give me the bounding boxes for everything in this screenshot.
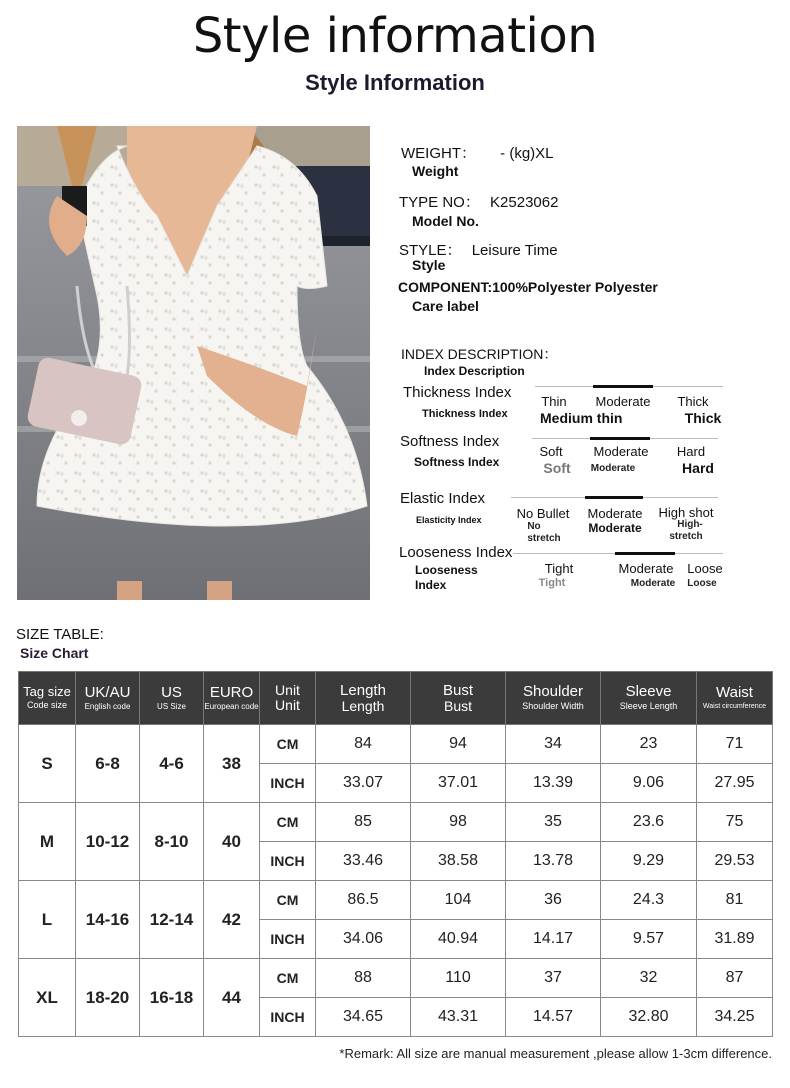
inch-value-cell: 38.58 bbox=[411, 842, 506, 881]
header-length-sub: Length bbox=[341, 697, 385, 714]
header-tag-size-main: Tag size bbox=[23, 684, 71, 700]
cm-value-cell: 81 bbox=[697, 881, 773, 920]
thickness-selected-segment bbox=[593, 385, 653, 388]
euro-cell: 44 bbox=[204, 959, 260, 1037]
elastic-sub-stretch-2: stretch bbox=[669, 531, 703, 542]
table-row bbox=[19, 881, 773, 920]
inch-value-cell: 33.46 bbox=[316, 842, 411, 881]
thickness-title: Thickness Index bbox=[403, 384, 512, 401]
looseness-opt-moderate: Moderate bbox=[618, 561, 674, 576]
unit-cm-cell: CM bbox=[260, 881, 316, 920]
softness-opt-hard: Hard bbox=[676, 444, 706, 459]
index-subtitle: Index Description bbox=[424, 364, 525, 378]
page-title: Style information bbox=[192, 8, 598, 64]
elastic-opt-high-shot: High shot bbox=[658, 505, 714, 520]
looseness-sub-tight: Tight bbox=[538, 577, 566, 589]
cm-value-cell: 34 bbox=[506, 725, 601, 764]
looseness-sub: Looseness bbox=[415, 563, 478, 577]
looseness-sub-loose: Loose bbox=[687, 578, 717, 589]
elastic-sub-moderate: Moderate bbox=[588, 521, 642, 535]
us-cell: 8-10 bbox=[140, 803, 204, 881]
thickness-opt-moderate: Moderate bbox=[595, 394, 651, 409]
weight-row bbox=[401, 142, 554, 163]
size-table-sub: Size Chart bbox=[20, 645, 89, 661]
header-bust-main: Bust bbox=[442, 681, 473, 699]
thickness-val-medium-thin: Medium thin bbox=[540, 410, 623, 426]
header-waist-sub: Waist circumference bbox=[702, 703, 767, 711]
uk-cell: 6-8 bbox=[76, 725, 140, 803]
header-us bbox=[140, 672, 204, 725]
looseness-sub-2: Index bbox=[415, 578, 447, 592]
unit-inch-cell: INCH bbox=[260, 764, 316, 803]
header-sleeve bbox=[601, 672, 697, 725]
type-label: TYPE NO： bbox=[399, 194, 480, 211]
cm-value-cell: 24.3 bbox=[601, 881, 697, 920]
size-chart-body bbox=[19, 725, 773, 1037]
header-waist-main: Waist bbox=[716, 684, 753, 702]
softness-selected-segment bbox=[590, 437, 650, 440]
header-uk-sub: English code bbox=[84, 701, 131, 711]
elastic-sub-stretch: stretch bbox=[527, 533, 561, 544]
inch-value-cell: 37.01 bbox=[411, 764, 506, 803]
inch-value-cell: 34.25 bbox=[697, 998, 773, 1037]
header-length-main: Length bbox=[340, 681, 386, 699]
header-shoulder bbox=[506, 672, 601, 725]
softness-sub-hard: Hard bbox=[682, 460, 714, 476]
inch-value-cell: 9.29 bbox=[601, 842, 697, 881]
weight-value: - (kg)XL bbox=[500, 145, 554, 162]
elastic-title: Elastic Index bbox=[400, 490, 486, 507]
type-row bbox=[399, 191, 558, 212]
style-value: Leisure Time bbox=[471, 242, 558, 259]
elastic-sub: Elasticity Index bbox=[416, 515, 482, 525]
uk-cell: 10-12 bbox=[76, 803, 140, 881]
table-row bbox=[19, 959, 773, 998]
cm-value-cell: 71 bbox=[697, 725, 773, 764]
inch-value-cell: 29.53 bbox=[697, 842, 773, 881]
inch-value-cell: 33.07 bbox=[316, 764, 411, 803]
header-tag-size bbox=[19, 672, 76, 725]
header-waist bbox=[697, 672, 773, 725]
looseness-selected-segment bbox=[615, 552, 675, 555]
thickness-sub: Thickness Index bbox=[422, 408, 508, 420]
unit-cm-cell: CM bbox=[260, 803, 316, 842]
component-sub: Care label bbox=[412, 298, 479, 314]
style-sub: Style bbox=[412, 257, 446, 273]
softness-sub: Softness Index bbox=[414, 455, 500, 469]
inch-value-cell: 34.65 bbox=[316, 998, 411, 1037]
table-row bbox=[19, 725, 773, 764]
header-tag-size-sub: Code size bbox=[26, 700, 68, 711]
header-length bbox=[316, 672, 411, 725]
header-bust-sub: Bust bbox=[443, 697, 472, 714]
header-unit-sub: Unit bbox=[275, 697, 300, 713]
size-cell: L bbox=[19, 881, 76, 959]
softness-sub-moderate: Moderate bbox=[590, 463, 636, 474]
elastic-selected-segment bbox=[585, 496, 643, 499]
component-text: COMPONENT:100%Polyester Polyester bbox=[398, 279, 658, 295]
header-unit bbox=[260, 672, 316, 725]
euro-cell: 42 bbox=[204, 881, 260, 959]
inch-value-cell: 43.31 bbox=[411, 998, 506, 1037]
cm-value-cell: 75 bbox=[697, 803, 773, 842]
header-us-sub: US Size bbox=[157, 701, 186, 711]
unit-inch-cell: INCH bbox=[260, 920, 316, 959]
uk-cell: 18-20 bbox=[76, 959, 140, 1037]
softness-opt-moderate: Moderate bbox=[593, 444, 649, 459]
cm-value-cell: 84 bbox=[316, 725, 411, 764]
inch-value-cell: 9.57 bbox=[601, 920, 697, 959]
looseness-opt-tight: Tight bbox=[544, 561, 574, 576]
thickness-opt-thick: Thick bbox=[677, 394, 709, 409]
inch-value-cell: 14.57 bbox=[506, 998, 601, 1037]
type-value: K2523062 bbox=[490, 194, 559, 211]
inch-value-cell: 32.80 bbox=[601, 998, 697, 1037]
cm-value-cell: 37 bbox=[506, 959, 601, 998]
cm-value-cell: 110 bbox=[411, 959, 506, 998]
elastic-sub-high: High- bbox=[677, 519, 703, 530]
cm-value-cell: 88 bbox=[316, 959, 411, 998]
unit-inch-cell: INCH bbox=[260, 842, 316, 881]
inch-value-cell: 13.78 bbox=[506, 842, 601, 881]
index-title: INDEX DESCRIPTION： bbox=[401, 346, 558, 362]
us-cell: 4-6 bbox=[140, 725, 204, 803]
euro-cell: 40 bbox=[204, 803, 260, 881]
cm-value-cell: 36 bbox=[506, 881, 601, 920]
table-row bbox=[19, 803, 773, 842]
size-cell: S bbox=[19, 725, 76, 803]
inch-value-cell: 13.39 bbox=[506, 764, 601, 803]
inch-value-cell: 31.89 bbox=[697, 920, 773, 959]
header-euro-sub: European code bbox=[204, 701, 259, 711]
size-table-label: SIZE TABLE: bbox=[16, 626, 104, 643]
unit-cm-cell: CM bbox=[260, 725, 316, 764]
size-cell: XL bbox=[19, 959, 76, 1037]
size-cell: M bbox=[19, 803, 76, 881]
euro-cell: 38 bbox=[204, 725, 260, 803]
cm-value-cell: 94 bbox=[411, 725, 506, 764]
header-euro-main: EURO bbox=[209, 683, 254, 701]
weight-sub: Weight bbox=[412, 163, 459, 179]
thickness-val-thick: Thick bbox=[684, 410, 722, 426]
type-sub: Model No. bbox=[412, 213, 479, 229]
size-chart-table bbox=[18, 671, 773, 1037]
inch-value-cell: 34.06 bbox=[316, 920, 411, 959]
weight-label: WEIGHT： bbox=[401, 145, 476, 162]
uk-cell: 14-16 bbox=[76, 881, 140, 959]
softness-opt-soft: Soft bbox=[539, 444, 563, 459]
looseness-opt-loose: Loose bbox=[687, 561, 723, 576]
dress-photo-illustration bbox=[17, 126, 370, 600]
remark-note: *Remark: All size are manual measurement ,please allow 1-3cm difference. bbox=[339, 1046, 772, 1061]
cm-value-cell: 104 bbox=[411, 881, 506, 920]
page-subtitle: Style Information bbox=[305, 70, 485, 95]
cm-value-cell: 23.6 bbox=[601, 803, 697, 842]
unit-cm-cell: CM bbox=[260, 959, 316, 998]
header-unit-main: Unit bbox=[275, 682, 300, 699]
header-uk bbox=[76, 672, 140, 725]
looseness-sub-moderate: Moderate bbox=[630, 578, 676, 589]
header-euro bbox=[204, 672, 260, 725]
unit-inch-cell: INCH bbox=[260, 998, 316, 1037]
inch-value-cell: 27.95 bbox=[697, 764, 773, 803]
softness-title: Softness Index bbox=[400, 433, 500, 450]
cm-value-cell: 98 bbox=[411, 803, 506, 842]
elastic-sub-no: No bbox=[527, 521, 541, 532]
inch-value-cell: 14.17 bbox=[506, 920, 601, 959]
header-sleeve-sub: Sleeve Length bbox=[619, 701, 678, 712]
cm-value-cell: 86.5 bbox=[316, 881, 411, 920]
header-us-main: US bbox=[161, 683, 182, 701]
softness-sub-soft: Soft bbox=[543, 460, 571, 476]
style-label: STYLE： bbox=[399, 242, 462, 259]
thickness-opt-thin: Thin bbox=[541, 394, 567, 409]
header-shoulder-main: Shoulder bbox=[522, 683, 584, 701]
header-sleeve-main: Sleeve bbox=[625, 683, 672, 701]
looseness-title: Looseness Index bbox=[399, 544, 513, 561]
us-cell: 12-14 bbox=[140, 881, 204, 959]
header-shoulder-sub: Shoulder Width bbox=[522, 701, 584, 712]
header-bust bbox=[411, 672, 506, 725]
cm-value-cell: 23 bbox=[601, 725, 697, 764]
cm-value-cell: 35 bbox=[506, 803, 601, 842]
header-uk-main: UK/AU bbox=[84, 683, 131, 701]
inch-value-cell: 40.94 bbox=[411, 920, 506, 959]
cm-value-cell: 85 bbox=[316, 803, 411, 842]
cm-value-cell: 87 bbox=[697, 959, 773, 998]
product-photo bbox=[17, 126, 370, 600]
cm-value-cell: 32 bbox=[601, 959, 697, 998]
table-header-row bbox=[19, 672, 773, 725]
us-cell: 16-18 bbox=[140, 959, 204, 1037]
elastic-opt-moderate: Moderate bbox=[587, 506, 643, 521]
inch-value-cell: 9.06 bbox=[601, 764, 697, 803]
elastic-opt-no-bullet: No Bullet bbox=[516, 506, 570, 521]
